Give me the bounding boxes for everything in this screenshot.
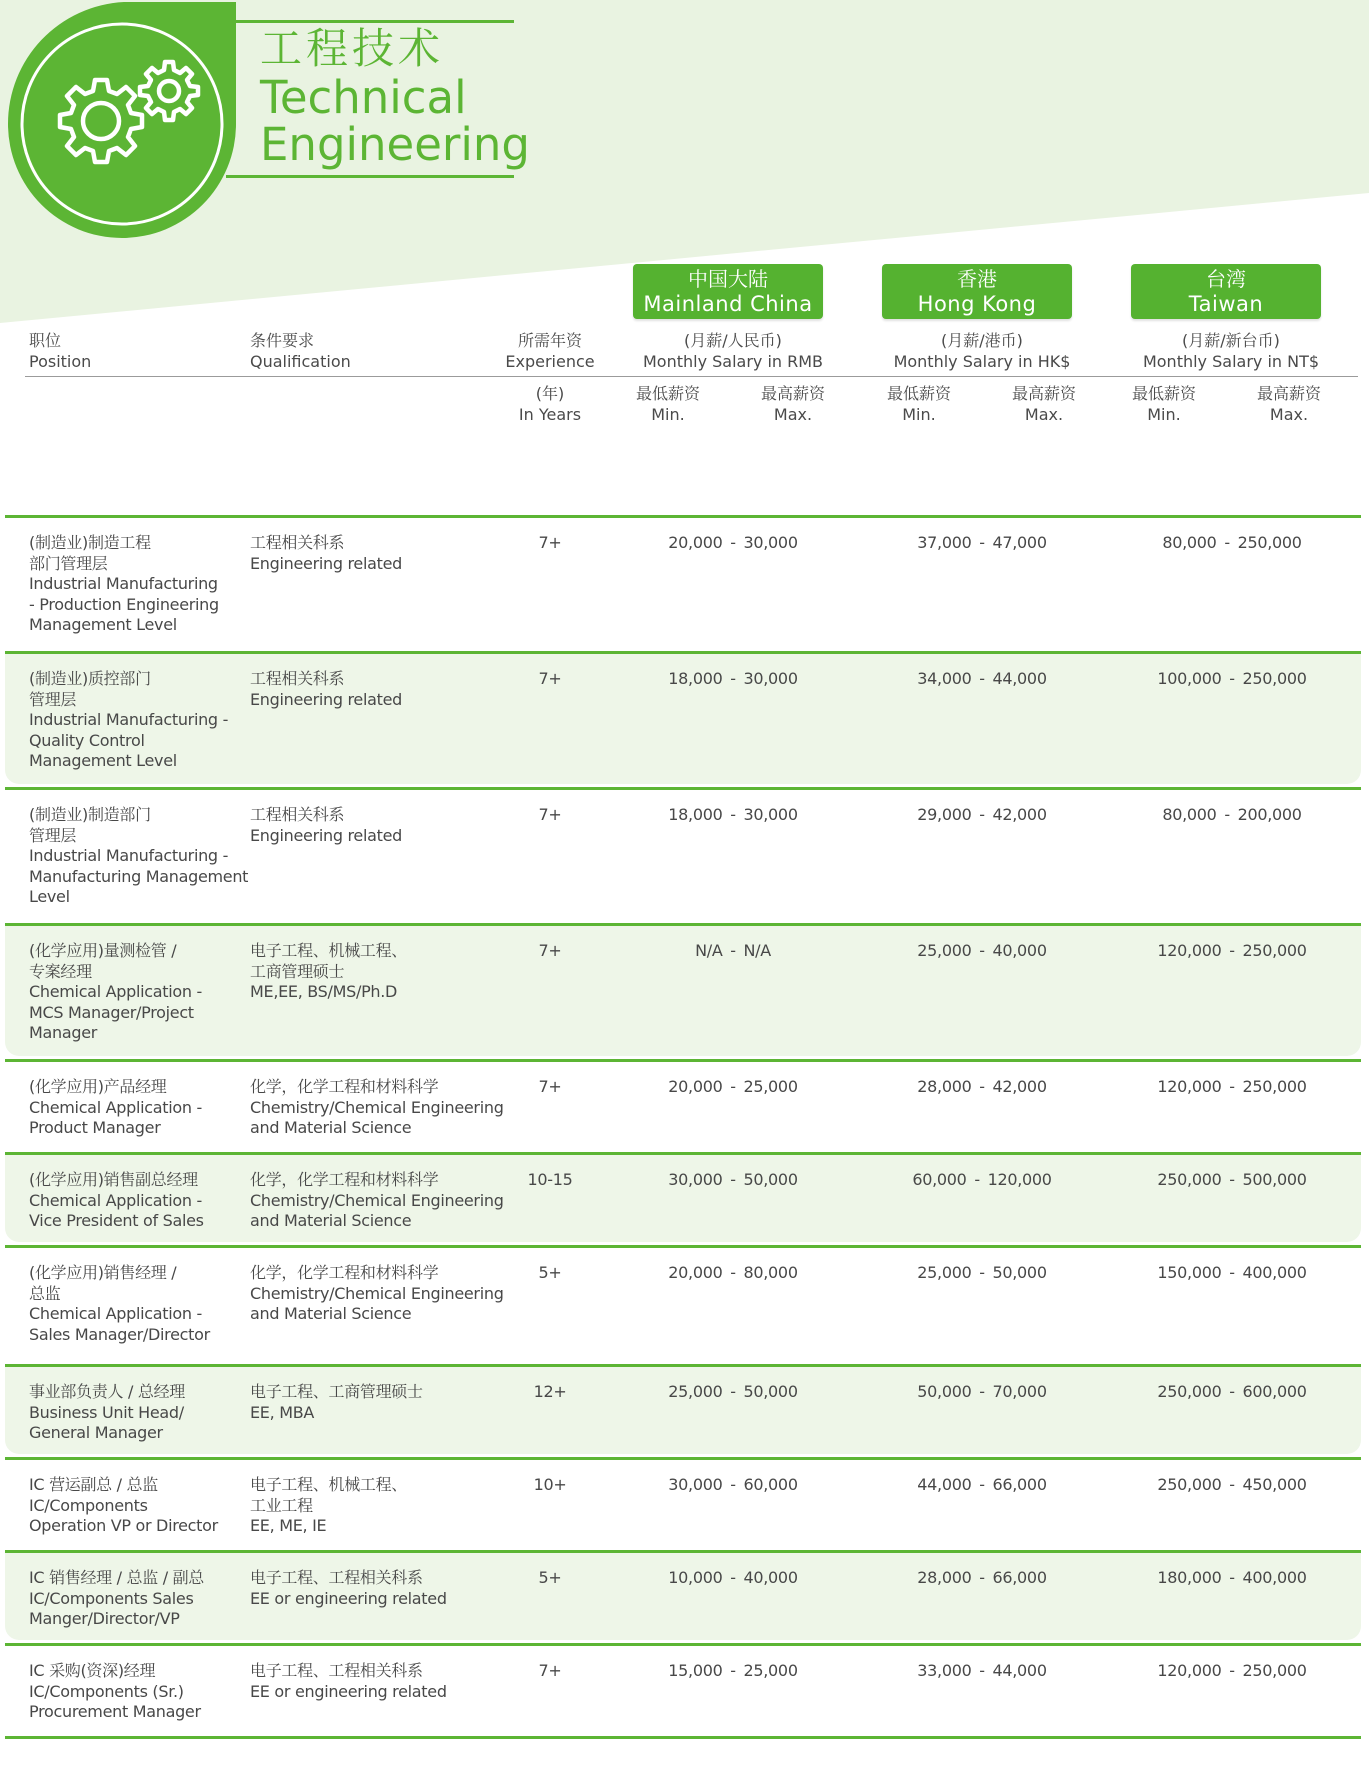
qualification-cell: 工程相关科系 Engineering related [250, 533, 402, 573]
salary-cn-cell: 20,000 - 25,000 [668, 1077, 798, 1096]
row-divider [5, 1245, 1361, 1248]
experience-cell: 7+ [538, 533, 562, 552]
qualification-cell: 化学，化学工程和材料科学 Chemistry/Chemical Engineering and Material Science [250, 1077, 504, 1137]
salary-hk-cell: 33,000 - 44,000 [917, 1661, 1047, 1680]
row-divider [5, 923, 1361, 926]
experience-cell: 5+ [538, 1263, 562, 1282]
header-qualification: 条件要求 Qualification [250, 331, 351, 371]
salary-hk-cell: 25,000 - 40,000 [917, 941, 1047, 960]
salary-tw-cell: 250,000 - 600,000 [1157, 1382, 1307, 1401]
row-divider [5, 1364, 1361, 1367]
row-divider [5, 1736, 1361, 1739]
salary-hk-cell: 50,000 - 70,000 [917, 1382, 1047, 1401]
position-cell: (化学应用)量测检管 / 专案经理 Chemical Application - MCS Manager/Project Manager [29, 941, 202, 1042]
salary-tw-cell: 80,000 - 200,000 [1162, 805, 1302, 824]
experience-cell: 7+ [538, 805, 562, 824]
experience-cell: 7+ [538, 669, 562, 688]
salary-tw-cell: 120,000 - 250,000 [1157, 941, 1307, 960]
position-cell: (化学应用)销售经理 / 总监 Chemical Application - Sales Manager/Director [29, 1263, 210, 1344]
header-cn-min: 最低薪资 Min. [635, 384, 700, 424]
qualification-cell: 工程相关科系 Engineering related [250, 669, 402, 709]
position-cell: IC 采购(资深)经理 IC/Components (Sr.) Procurement Manager [29, 1661, 201, 1721]
experience-cell: 10-15 [527, 1170, 573, 1189]
salary-cn-cell: 15,000 - 25,000 [668, 1661, 798, 1680]
row-divider [5, 1643, 1361, 1646]
header-tw-max: 最高薪资 Max. [1256, 384, 1321, 424]
header-hk-min: 最低薪资 Min. [886, 384, 951, 424]
header-years: (年) In Years [518, 384, 582, 424]
salary-hk-cell: 29,000 - 42,000 [917, 805, 1047, 824]
header-divider [25, 376, 1358, 377]
salary-cn-cell: 18,000 - 30,000 [668, 669, 798, 688]
salary-hk-cell: 60,000 - 120,000 [912, 1170, 1052, 1189]
position-cell: (化学应用)销售副总经理 Chemical Application - Vice President of Sales [29, 1170, 204, 1230]
experience-cell: 7+ [538, 941, 562, 960]
salary-tw-cell: 250,000 - 500,000 [1157, 1170, 1307, 1189]
row-divider [5, 1550, 1361, 1553]
experience-cell: 12+ [533, 1382, 567, 1401]
salary-hk-cell: 28,000 - 42,000 [917, 1077, 1047, 1096]
salary-cn-cell: 20,000 - 30,000 [668, 533, 798, 552]
header-cn-max: 最高薪资 Max. [760, 384, 825, 424]
qualification-cell: 电子工程、工程相关科系 EE or engineering related [250, 1661, 447, 1701]
position-cell: (制造业)质控部门 管理层 Industrial Manufacturing - Quality Control Management Level [29, 669, 229, 770]
header-hk-max: 最高薪资 Max. [1011, 384, 1076, 424]
position-cell: (制造业)制造工程 部门管理层 Industrial Manufacturing - Production Engineering Management Level [29, 533, 219, 634]
salary-hk-cell: 37,000 - 47,000 [917, 533, 1047, 552]
header-unit-tw: (月薪/新台币) Monthly Salary in NT$ [1142, 331, 1320, 371]
salary-cn-cell: 25,000 - 50,000 [668, 1382, 798, 1401]
header-unit-cn: (月薪/人民币) Monthly Salary in RMB [642, 331, 824, 371]
qualification-cell: 电子工程、工商管理硕士 EE, MBA [250, 1382, 423, 1422]
salary-hk-cell: 34,000 - 44,000 [917, 669, 1047, 688]
position-cell: IC 营运副总 / 总监 IC/Components Operation VP or Director [29, 1475, 218, 1535]
region-taiwan: 台湾 Taiwan [1131, 264, 1321, 319]
salary-cn-cell: N/A - N/A [695, 941, 771, 960]
salary-cn-cell: 30,000 - 50,000 [668, 1170, 798, 1189]
salary-tw-cell: 120,000 - 250,000 [1157, 1077, 1307, 1096]
row-divider [5, 1152, 1361, 1155]
title-bottom-rule [226, 175, 514, 178]
title-en-line1: Technical [260, 71, 467, 124]
logo-badge [0, 0, 240, 240]
salary-cn-cell: 18,000 - 30,000 [668, 805, 798, 824]
title-cn: 工程技术 [260, 24, 445, 73]
salary-tw-cell: 120,000 - 250,000 [1157, 1661, 1307, 1680]
position-cell: IC 销售经理 / 总监 / 副总 IC/Components Sales Manger/Director/VP [29, 1568, 205, 1628]
position-cell: 事业部负责人 / 总经理 Business Unit Head/ General Manager [29, 1382, 185, 1442]
salary-tw-cell: 250,000 - 450,000 [1157, 1475, 1307, 1494]
region-hong-kong: 香港 Hong Kong [882, 264, 1072, 319]
salary-hk-cell: 44,000 - 66,000 [917, 1475, 1047, 1494]
qualification-cell: 电子工程、机械工程、 工商管理硕士 ME,EE, BS/MS/Ph.D [250, 941, 408, 1001]
qualification-cell: 化学，化学工程和材料科学 Chemistry/Chemical Engineering and Material Science [250, 1263, 504, 1323]
title-en-line2: Engineering [260, 118, 530, 171]
qualification-cell: 化学，化学工程和材料科学 Chemistry/Chemical Engineering and Material Science [250, 1170, 504, 1230]
header-experience: 所需年资 Experience [505, 331, 595, 371]
qualification-cell: 工程相关科系 Engineering related [250, 805, 402, 845]
header-position: 职位 Position [29, 331, 92, 371]
salary-tw-cell: 150,000 - 400,000 [1157, 1263, 1307, 1282]
salary-cn-cell: 20,000 - 80,000 [668, 1263, 798, 1282]
header-unit-hk: (月薪/港币) Monthly Salary in HK$ [893, 331, 1071, 371]
region-mainland-china: 中国大陆 Mainland China [633, 264, 823, 319]
header-tw-min: 最低薪资 Min. [1131, 384, 1196, 424]
salary-cn-cell: 10,000 - 40,000 [668, 1568, 798, 1587]
row-divider [5, 1059, 1361, 1062]
salary-hk-cell: 25,000 - 50,000 [917, 1263, 1047, 1282]
row-divider [5, 1457, 1361, 1460]
qualification-cell: 电子工程、机械工程、 工业工程 EE, ME, IE [250, 1475, 408, 1535]
qualification-cell: 电子工程、工程相关科系 EE or engineering related [250, 1568, 447, 1608]
position-cell: (制造业)制造部门 管理层 Industrial Manufacturing - Manufacturing Management Level [29, 805, 249, 906]
salary-hk-cell: 28,000 - 66,000 [917, 1568, 1047, 1587]
row-divider [5, 651, 1361, 654]
section-title [260, 24, 530, 171]
row-divider [5, 515, 1361, 518]
experience-cell: 10+ [533, 1475, 567, 1494]
salary-cn-cell: 30,000 - 60,000 [668, 1475, 798, 1494]
row-divider [5, 787, 1361, 790]
position-cell: (化学应用)产品经理 Chemical Application - Product Manager [29, 1077, 202, 1137]
experience-cell: 7+ [538, 1077, 562, 1096]
title-top-rule [226, 20, 514, 23]
salary-tw-cell: 180,000 - 400,000 [1157, 1568, 1307, 1587]
experience-cell: 7+ [538, 1661, 562, 1680]
experience-cell: 5+ [538, 1568, 562, 1587]
salary-tw-cell: 100,000 - 250,000 [1157, 669, 1307, 688]
salary-tw-cell: 80,000 - 250,000 [1162, 533, 1302, 552]
